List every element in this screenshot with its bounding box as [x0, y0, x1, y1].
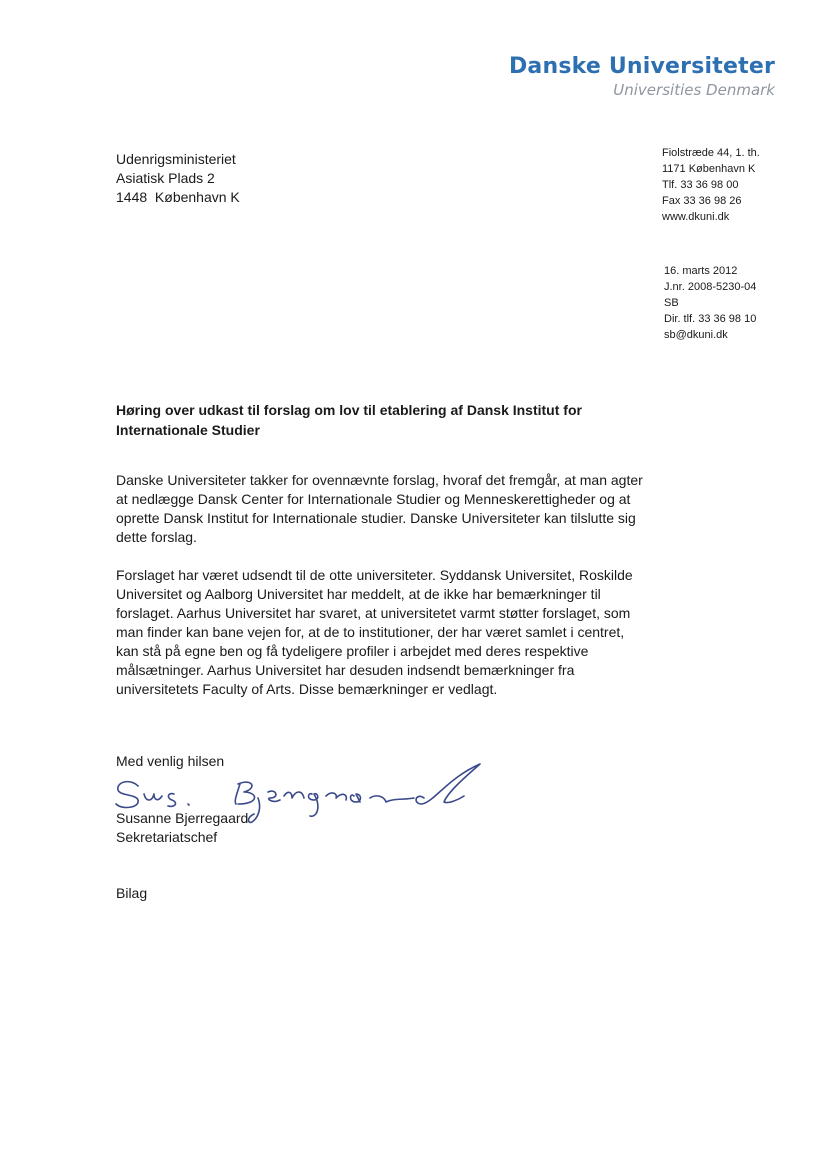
letter-body	[116, 471, 644, 718]
recipient-city: 1448 København K	[116, 189, 240, 205]
body-paragraph-1: Danske Universiteter takker for ovennævnte forslag, hvoraf det fremgår, at man agter at nedlægge Dansk Center for Internationale Studier og Menneskerettigheder og at oprette Dansk Institut for Internationale studier. Danske Universiteter kan tilslutte sig dette forslag.	[116, 472, 643, 545]
author-initials: SB	[664, 297, 679, 309]
organization-subtitle: Universities Denmark	[613, 81, 775, 99]
sender-city: 1171 København K	[662, 163, 756, 175]
signer-block	[116, 809, 248, 847]
letter-date: 16. marts 2012	[664, 265, 738, 277]
sender-fax: Fax 33 36 98 26	[662, 195, 742, 207]
recipient-name: Udenrigsministeriet	[116, 151, 236, 167]
sender-phone: Tlf. 33 36 98 00	[662, 179, 739, 191]
sender-website: www.dkuni.dk	[662, 211, 730, 223]
author-email: sb@dkuni.dk	[664, 329, 728, 341]
journal-number: J.nr. 2008-5230-04	[664, 281, 757, 293]
signer-title: Sekretariatschef	[116, 829, 218, 845]
recipient-street: Asiatisk Plads 2	[116, 170, 215, 186]
body-paragraph-2: Forslaget har været udsendt til de otte universiteter. Syddansk Universitet, Roskilde Universitet og Aalborg Universitet har meddelt, at de ikke har bemærkninger til forslaget. Aarhus Universitet har svaret, at universitetet varmt støtter forslaget, som man finder kan bane vejen for, at de to institutioner, der har været samlet i centret, kan stå på egne ben og få tydeligere profiler i arbejdet med deres respektive målsætninger. Aarhus Universitet har desuden indsendt bemærkninger fra universitetets Faculty of Arts. Disse bemærkninger er vedlagt.	[116, 567, 633, 697]
enclosure-note: Bilag	[116, 885, 148, 901]
closing-salutation: Med venlig hilsen	[116, 753, 225, 769]
direct-phone: Dir. tlf. 33 36 98 10	[664, 313, 757, 325]
letter-subject: Høring over udkast til forslag om lov til etablering af Dansk Institut for Internationale Studier	[116, 402, 582, 438]
recipient-address	[116, 150, 240, 207]
organization-name: Danske Universiteter	[508, 54, 775, 79]
letterhead-logo	[509, 54, 775, 99]
letter-reference-block	[664, 263, 756, 343]
signer-name: Susanne Bjerregaard	[116, 810, 249, 826]
sender-address: Fiolstræde 44, 1. th.	[662, 147, 760, 159]
sender-contact-block	[662, 145, 760, 225]
